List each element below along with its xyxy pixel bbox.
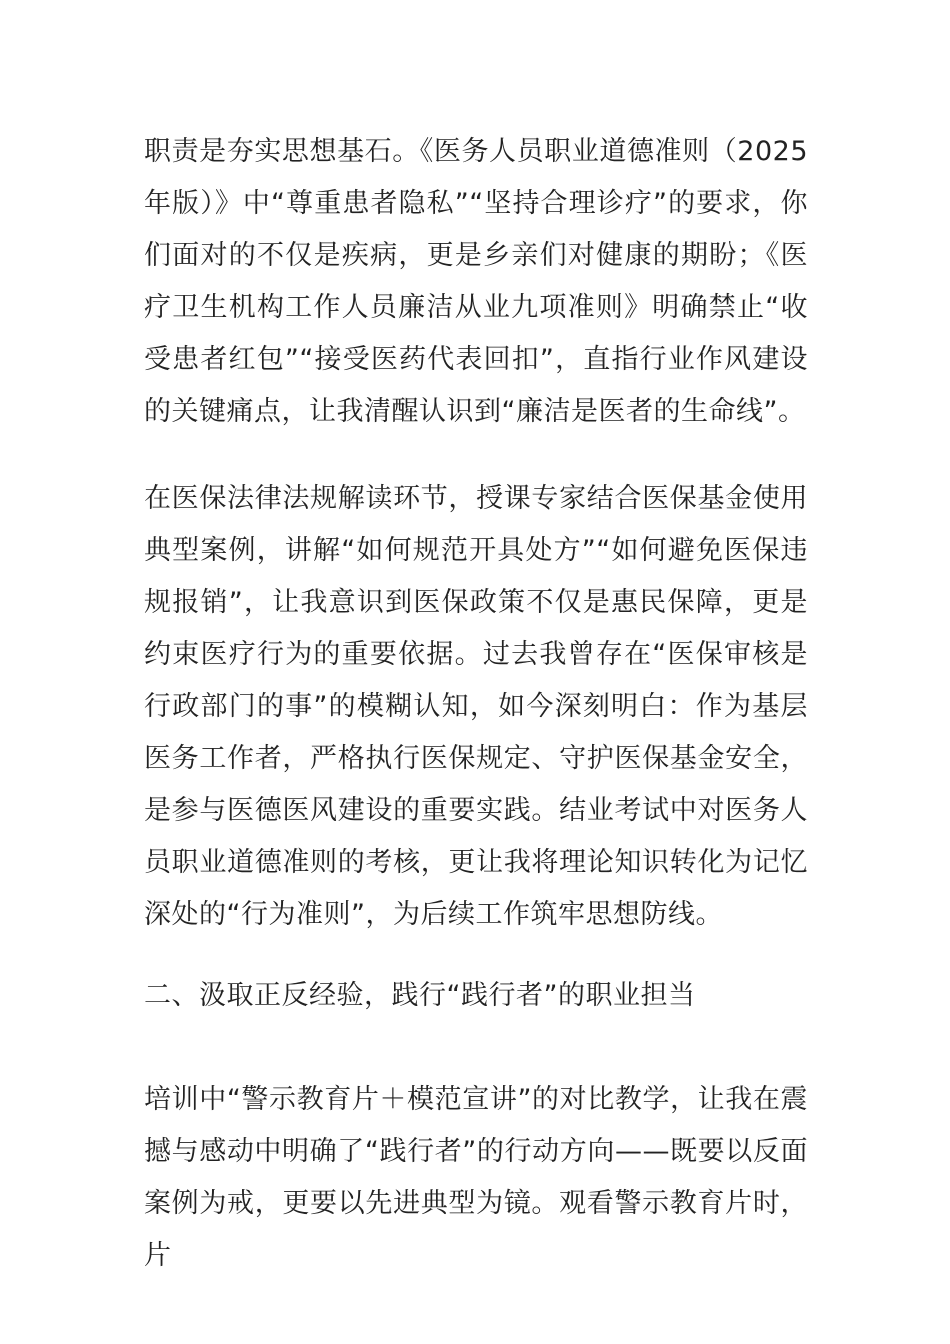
body-paragraph: 在医保法律法规解读环节，授课专家结合医保基金使用典型案例，讲解“如何规范开具处方”“如何避免医保违规报销”，让我意识到医保政策不仅是惠民保障，更是约束医疗行为的重要依据。过去我曾存在“医保审核是行政部门的事”的模糊认知，如今深刻明白：作为基层医务工作者，严格执行医保规定、守护医保基金安全，是参与医德医风建设的重要实践。结业考试中对医务人员职业道德准则的考核，更让我将理论知识转化为记忆深处的“行为准则”，为后续工作筑牢思想防线。 bbox=[144, 483, 808, 930]
section-heading: 二、汲取正反经验，践行“践行者”的职业担当 bbox=[144, 980, 696, 1011]
body-paragraph: 职责是夯实思想基石。《医务人员职业道德准则（2025年版）》中“尊重患者隐私”“坚持合理诊疗”的要求，你们面对的不仅是疾病，更是乡亲们对健康的期盼；《医疗卫生机构工作人员廉洁从业九项准则》明确禁止“收受患者红包”“接受医药代表回扣”，直指行业作风建设的关键痛点，让我清醒认识到“廉洁是医者的生命线”。 bbox=[144, 136, 808, 427]
body-paragraph: 培训中“警示教育片＋模范宣讲”的对比教学，让我在震撼与感动中明确了“践行者”的行动方向——既要以反面案例为戒，更要以先进典型为镜。观看警示教育片时，片 bbox=[144, 1084, 808, 1271]
